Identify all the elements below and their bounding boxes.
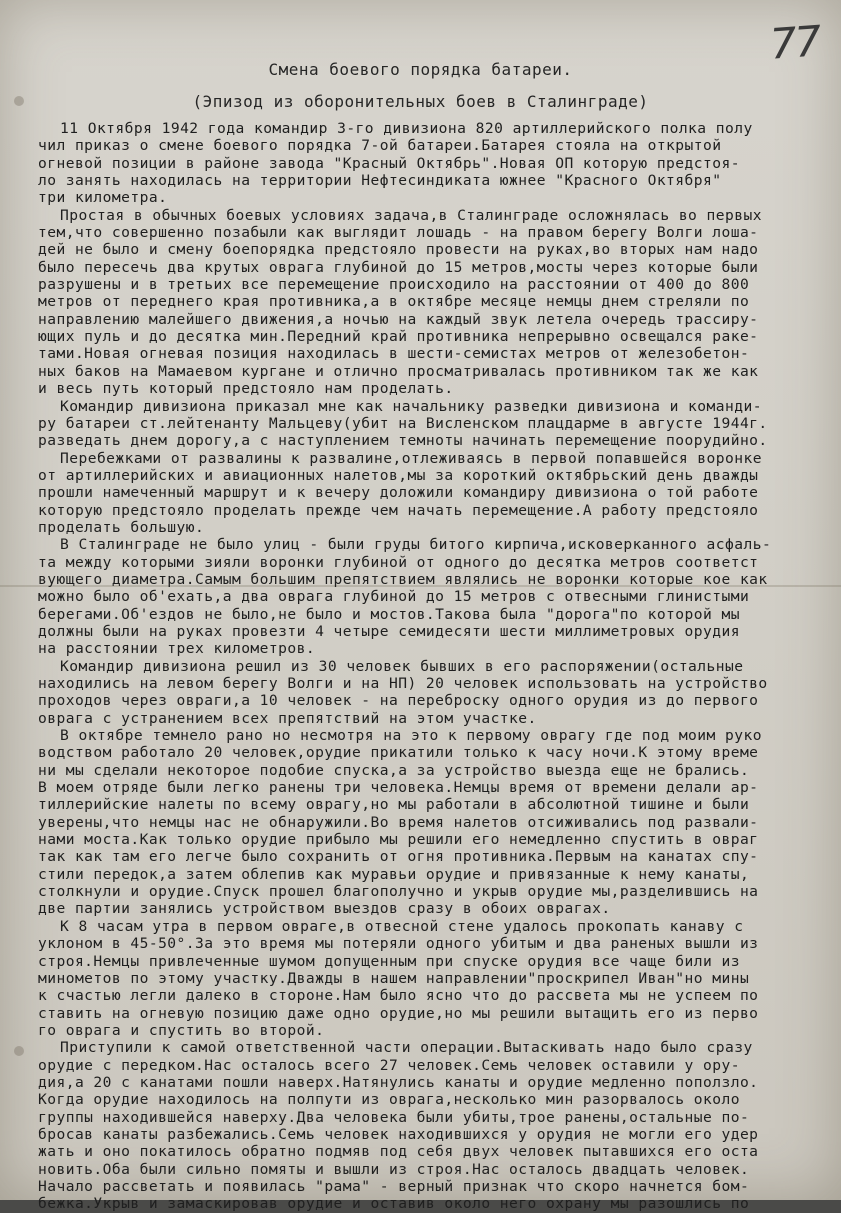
- text-line: оврага с устранением всех препятствий на этом участке.: [38, 709, 537, 727]
- text-line: которую предстояло проделать прежде чем начать перемещение.А работу предстояло: [38, 501, 759, 519]
- text-line: прошли намеченный маршрут и к вечеру доложили командиру дивизиона о той работе: [38, 484, 759, 502]
- text-line: ставить на огневую позицию даже одно орудие,но мы решили вытащить его из перво: [38, 1004, 759, 1022]
- text-line: Когда орудие находилось на полпути из оврага,несколько мин разорвалось около: [38, 1091, 740, 1109]
- text-line: должны были на руках провезти 4 четыре семидесяти шести миллиметровых орудия: [38, 622, 740, 640]
- body-text: [38, 120, 838, 1213]
- text-line: огневой позиции в районе завода "Красный Октябрь".Новая ОП которую предстоя-: [38, 154, 740, 172]
- punch-hole: [14, 1046, 24, 1056]
- text-line: к счастью легли далеко в стороне.Нам было ясно что до рассвета мы не успеем по: [38, 987, 759, 1005]
- text-line: бросав канаты разбежались.Семь человек находившихся у орудия не могли его удер: [38, 1125, 759, 1143]
- text-line: Командир дивизиона решил из 30 человек бывших в его распоряжении(остальные: [60, 657, 744, 675]
- text-line: уверены,что немцы нас не обнаружили.Во время налетов отсиживались под развали-: [38, 813, 759, 831]
- text-line: ющих пуль и до десятка мин.Передний край противника непрерывно освещался раке-: [38, 328, 759, 346]
- text-line: столкнули и орудие.Спуск прошел благополучно и укрыв орудие мы,разделившись на: [38, 883, 759, 901]
- text-line: проходов через овраги,а 10 человек - на переброску одного орудия из до первого: [38, 692, 759, 710]
- text-line: минометов по этому участку.Дважды в нашем направлении"проскрипел Иван"но мины: [38, 969, 750, 987]
- text-line: чил приказ о смене боевого порядка 7-ой батареи.Батарея стояла на открытой: [38, 137, 722, 155]
- text-line: три километра.: [38, 189, 168, 207]
- text-line: Простая в обычных боевых условиях задача,в Сталинграде осложнялась во первых: [60, 206, 762, 224]
- text-line: нами моста.Как только орудие прибыло мы решили его немедленно спустить в овраг: [38, 831, 759, 849]
- text-line: В моем отряде были легко ранены три человека.Немцы время от времени делали ар-: [38, 779, 759, 797]
- text-line: было пересечь два крутых оврага глубиной до 15 метров,мосты через которые были: [38, 258, 759, 276]
- text-line: водством работало 20 человек,орудие прикатили только к часу ночи.К этому време: [38, 744, 759, 762]
- text-line: разрушены и в третьих все перемещение происходило на расстоянии от 400 до 800: [38, 276, 750, 294]
- text-line: бежка.Укрыв и замаскировав орудие и оставив около него охрану мы разошлись по: [38, 1195, 750, 1213]
- text-line: В Сталинграде не было улиц - были груды битого кирпича,исковерканного асфаль-: [60, 536, 772, 554]
- text-line: строя.Немцы привлеченные шумом допущенным при спуске орудия все чаще били из: [38, 952, 740, 970]
- text-line: тами.Новая огневая позиция находилась в шести-семистах метров от железобетон-: [38, 345, 750, 363]
- text-line: дей не было и смену боепорядка предстояло провести на руках,во вторых нам надо: [38, 241, 759, 259]
- text-line: Начало рассветать и появилась "рама" - верный признак что скоро начнется бом-: [38, 1177, 750, 1195]
- text-line: жать и оно покатилось обратно подмяв под себя двух человек пытавшихся его оста: [38, 1143, 759, 1161]
- text-line: две партии занялись устройством выездов сразу в обоих оврагах.: [38, 900, 611, 918]
- text-line: дия,а 20 с канатами пошли наверх.Натянулись канаты и орудие медленно поползло.: [38, 1073, 759, 1091]
- text-line: новить.Оба были сильно помяты и вышли из строя.Нас осталось двадцать человек.: [38, 1160, 750, 1178]
- text-line: проделать большую.: [38, 518, 205, 536]
- text-line: направлению малейшего движения,а ночью на каждый звук летела очередь трассиру-: [38, 310, 759, 328]
- text-line: Командир дивизиона приказал мне как начальнику разведки дивизиона и команди-: [60, 397, 762, 415]
- text-line: Приступили к самой ответственной части операции.Вытаскивать надо было сразу: [60, 1039, 753, 1057]
- text-line: ных баков на Мамаевом кургане и отлично просматривалась противником так же как: [38, 362, 759, 380]
- text-line: ру батареи ст.лейтенанту Мальцеву(убит на Висленском плацдарме в августе 1944г.: [38, 414, 768, 432]
- text-line: находились на левом берегу Волги и на НП) 20 человек использовать на устройство: [38, 675, 768, 692]
- text-line: Перебежками от развалины к развалине,отлеживаясь в первой попавшейся воронке: [60, 449, 762, 467]
- text-line: разведать днем дорогу,а с наступлением темноты начинать перемещение поорудийно.: [38, 432, 768, 450]
- page-number: 77: [768, 16, 822, 69]
- text-line: на расстоянии трех километров.: [38, 640, 316, 658]
- text-line: метров от переднего края противника,а в октябре месяце немцы днем стреляли по: [38, 293, 750, 311]
- document-title: Смена боевого порядка батареи.: [268, 60, 573, 79]
- text-line: го оврага и спустить во второй.: [38, 1021, 325, 1039]
- text-line: ло занять находилась на территории Нефтесиндиката южнее "Красного Октября": [38, 172, 722, 190]
- text-line: тиллерийские налеты по всему оврагу,но мы работали в абсолютной тишине и были: [38, 796, 750, 814]
- text-line: можно было об'ехать,а два оврага глубиной до 15 метров с отвесными глинистыми: [38, 588, 750, 606]
- text-line: тем,что совершенно позабыли как выглядит лошадь - на правом берегу Волги лоша-: [38, 224, 759, 242]
- text-line: уклоном в 45-50°.За это время мы потеряли одного убитым и два раненых вышли из: [38, 935, 759, 953]
- document-subtitle: (Эпизод из оборонительных боев в Сталинграде): [192, 92, 649, 111]
- text-line: ни мы сделали некоторое подобие спуска,а за устройство выезда еще не брались.: [38, 761, 750, 779]
- text-line: орудие с передком.Нас осталось всего 27 человек.Семь человек оставили у ору-: [38, 1056, 740, 1074]
- text-line: В октябре темнело рано но несмотря на это к первому оврагу где под моим руко: [60, 727, 762, 745]
- text-line: и весь путь который предстояло нам проделать.: [38, 380, 454, 398]
- text-line: та между которыми зияли воронки глубиной от одного до десятка метров соответст: [38, 553, 759, 571]
- text-line: вующего диаметра.Самым большим препятствием являлись не воронки которые кое как: [38, 570, 768, 588]
- text-line: стили передок,а затем облепив как муравьи орудие и привязанные к нему канаты,: [38, 865, 750, 883]
- text-line: группы находившейся наверху.Два человека были убиты,трое ранены,остальные по-: [38, 1108, 750, 1126]
- text-line: берегами.Об'ездов не было,не было и мостов.Такова была "дорога"по которой мы: [38, 605, 740, 623]
- text-line: 11 Октября 1942 года командир 3-го дивизиона 820 артиллерийского полка полу: [60, 120, 753, 137]
- text-line: К 8 часам утра в первом овраге,в отвесной стене удалось прокопать канаву с: [60, 917, 744, 935]
- text-line: от артиллерийских и авиационных налетов,мы за короткий октябрьский день дважды: [38, 466, 759, 484]
- text-line: так как там его легче было сохранить от огня противника.Первым на канатах спу-: [38, 848, 759, 866]
